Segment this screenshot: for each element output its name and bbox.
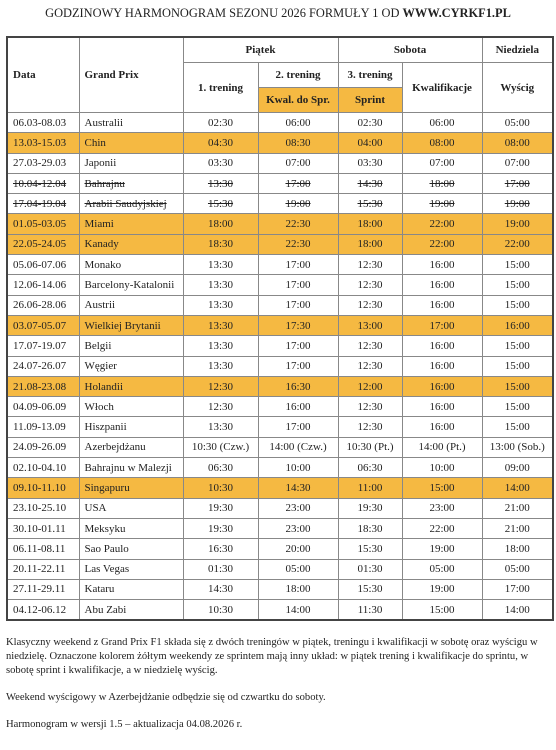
cell-grand-prix: Barcelony-Katalonii (79, 275, 183, 295)
cell-date: 01.05-03.05 (7, 214, 79, 234)
cell-date: 27.03-29.03 (7, 153, 79, 173)
cell-date: 22.05-24.05 (7, 234, 79, 254)
cell-qualifying: 22:00 (402, 214, 482, 234)
cell-fp1: 18:00 (183, 214, 258, 234)
cell-fp3: 06:30 (338, 458, 402, 478)
cell-fp2: 17:30 (258, 315, 338, 335)
table-row (7, 214, 553, 234)
table-row (7, 173, 553, 193)
title-prefix: GODZINOWY HARMONOGRAM SEZONU 2026 FORMUŁY 1 OD (45, 6, 400, 20)
cell-date: 27.11-29.11 (7, 579, 79, 599)
cell-fp3: 12:30 (338, 336, 402, 356)
cell-qualifying: 16:00 (402, 255, 482, 275)
table-row (7, 376, 553, 396)
cell-qualifying: 19:00 (402, 194, 482, 214)
cell-fp1: 19:30 (183, 498, 258, 518)
cell-fp3: 12:30 (338, 356, 402, 376)
title-site: WWW.CYRKF1.PL (402, 6, 511, 20)
cell-qualifying: 17:00 (402, 315, 482, 335)
cell-fp2: 17:00 (258, 356, 338, 376)
cell-qualifying: 19:00 (402, 539, 482, 559)
schedule-rows (7, 113, 553, 621)
table-row (7, 397, 553, 417)
table-row (7, 356, 553, 376)
cell-fp3: 11:00 (338, 478, 402, 498)
cell-fp2: 05:00 (258, 559, 338, 579)
cell-grand-prix: Meksyku (79, 518, 183, 538)
cell-date: 06.03-08.03 (7, 113, 79, 133)
cell-fp3: 11:30 (338, 600, 402, 621)
cell-race: 07:00 (482, 153, 553, 173)
cell-race: 08:00 (482, 133, 553, 153)
cell-grand-prix: Monako (79, 255, 183, 275)
cell-fp1: 13:30 (183, 336, 258, 356)
cell-qualifying: 18:00 (402, 173, 482, 193)
cell-fp2: 14:00 (Czw.) (258, 437, 338, 457)
cell-fp2: 17:00 (258, 275, 338, 295)
cell-fp1: 10:30 (183, 478, 258, 498)
cell-qualifying: 16:00 (402, 295, 482, 315)
page-title (0, 6, 556, 21)
cell-race: 05:00 (482, 559, 553, 579)
cell-fp3: 18:00 (338, 214, 402, 234)
cell-race: 15:00 (482, 255, 553, 275)
cell-qualifying: 10:00 (402, 458, 482, 478)
cell-qualifying: 23:00 (402, 498, 482, 518)
cell-grand-prix: Sao Paulo (79, 539, 183, 559)
cell-race: 15:00 (482, 336, 553, 356)
cell-fp1: 12:30 (183, 376, 258, 396)
cell-fp1: 10:30 (183, 600, 258, 621)
cell-grand-prix: Las Vegas (79, 559, 183, 579)
cell-fp1: 13:30 (183, 275, 258, 295)
cell-date: 02.10-04.10 (7, 458, 79, 478)
cell-fp3: 03:30 (338, 153, 402, 173)
cell-race: 19:00 (482, 214, 553, 234)
cell-fp1: 13:30 (183, 173, 258, 193)
cell-fp2: 17:00 (258, 336, 338, 356)
table-row (7, 255, 553, 275)
cell-qualifying: 16:00 (402, 397, 482, 417)
cell-date: 11.09-13.09 (7, 417, 79, 437)
table-row (7, 579, 553, 599)
cell-grand-prix: Węgier (79, 356, 183, 376)
cell-fp1: 04:30 (183, 133, 258, 153)
cell-grand-prix: Bahrajnu (79, 173, 183, 193)
header-race: Wyścig (482, 63, 553, 113)
cell-fp2: 07:00 (258, 153, 338, 173)
cell-fp1: 19:30 (183, 518, 258, 538)
cell-fp2: 14:00 (258, 600, 338, 621)
cell-grand-prix: Singapuru (79, 478, 183, 498)
cell-grand-prix: Holandii (79, 376, 183, 396)
table-row (7, 113, 553, 133)
cell-fp3: 12:30 (338, 255, 402, 275)
header-fp2-alt: Kwal. do Spr. (258, 88, 338, 113)
cell-date: 20.11-22.11 (7, 559, 79, 579)
cell-grand-prix: Abu Zabi (79, 600, 183, 621)
cell-date: 06.11-08.11 (7, 539, 79, 559)
header-fp3: 3. trening (338, 63, 402, 88)
cell-grand-prix: Bahrajnu w Malezji (79, 458, 183, 478)
cell-fp3: 01:30 (338, 559, 402, 579)
cell-fp1: 13:30 (183, 295, 258, 315)
cell-fp3: 18:00 (338, 234, 402, 254)
cell-fp2: 17:00 (258, 255, 338, 275)
cell-grand-prix: Japonii (79, 153, 183, 173)
header-fp2: 2. trening (258, 63, 338, 88)
cell-date: 17.04-19.04 (7, 194, 79, 214)
cell-fp2: 19:00 (258, 194, 338, 214)
cell-fp3: 02:30 (338, 113, 402, 133)
cell-grand-prix: USA (79, 498, 183, 518)
cell-qualifying: 07:00 (402, 153, 482, 173)
cell-race: 17:00 (482, 579, 553, 599)
schedule-table (6, 36, 554, 621)
cell-fp1: 15:30 (183, 194, 258, 214)
cell-race: 13:00 (Sob.) (482, 437, 553, 457)
cell-date: 03.07-05.07 (7, 315, 79, 335)
cell-qualifying: 08:00 (402, 133, 482, 153)
table-row (7, 234, 553, 254)
cell-fp2: 16:00 (258, 397, 338, 417)
header-fp1: 1. trening (183, 63, 258, 113)
cell-qualifying: 05:00 (402, 559, 482, 579)
cell-qualifying: 22:00 (402, 518, 482, 538)
table-row (7, 336, 553, 356)
cell-date: 24.09-26.09 (7, 437, 79, 457)
cell-fp2: 17:00 (258, 417, 338, 437)
cell-race: 22:00 (482, 234, 553, 254)
cell-fp2: 10:00 (258, 458, 338, 478)
cell-fp1: 02:30 (183, 113, 258, 133)
cell-fp1: 18:30 (183, 234, 258, 254)
cell-fp2: 17:00 (258, 295, 338, 315)
cell-fp2: 16:30 (258, 376, 338, 396)
cell-fp2: 23:00 (258, 498, 338, 518)
cell-fp3: 10:30 (Pt.) (338, 437, 402, 457)
cell-grand-prix: Miami (79, 214, 183, 234)
cell-date: 04.09-06.09 (7, 397, 79, 417)
cell-grand-prix: Wielkiej Brytanii (79, 315, 183, 335)
cell-fp1: 13:30 (183, 315, 258, 335)
cell-fp2: 14:30 (258, 478, 338, 498)
cell-date: 23.10-25.10 (7, 498, 79, 518)
cell-date: 05.06-07.06 (7, 255, 79, 275)
cell-qualifying: 15:00 (402, 478, 482, 498)
cell-qualifying: 16:00 (402, 417, 482, 437)
cell-fp3: 12:30 (338, 275, 402, 295)
cell-fp3: 12:00 (338, 376, 402, 396)
header-gp: Grand Prix (79, 37, 183, 113)
cell-qualifying: 14:00 (Pt.) (402, 437, 482, 457)
cell-fp1: 16:30 (183, 539, 258, 559)
cell-race: 15:00 (482, 295, 553, 315)
header-fp3-alt: Sprint (338, 88, 402, 113)
cell-fp1: 13:30 (183, 356, 258, 376)
cell-race: 15:00 (482, 275, 553, 295)
cell-fp3: 15:30 (338, 194, 402, 214)
notes (6, 636, 552, 745)
cell-fp1: 14:30 (183, 579, 258, 599)
header-date: Data (7, 37, 79, 113)
cell-qualifying: 15:00 (402, 600, 482, 621)
cell-date: 12.06-14.06 (7, 275, 79, 295)
cell-qualifying: 16:00 (402, 336, 482, 356)
note-weekend-format: Klasyczny weekend z Grand Prix F1 składa się z dwóch treningów w piątek, treningu i kwalifikacji w sobotę oraz wyścigu w niedzielę. Oznaczone kolorem żółtym weekendy ze sprintem mają inny układ: w piątek trening i kwalifikacje do sprintu, w sobotę sprint i kwalifikacje, a w niedzielę wyścig. (6, 637, 538, 676)
table-row (7, 153, 553, 173)
cell-fp1: 12:30 (183, 397, 258, 417)
cell-date: 24.07-26.07 (7, 356, 79, 376)
cell-race: 14:00 (482, 478, 553, 498)
cell-date: 10.04-12.04 (7, 173, 79, 193)
cell-grand-prix: Azerbejdżanu (79, 437, 183, 457)
cell-fp2: 06:00 (258, 113, 338, 133)
cell-fp3: 04:00 (338, 133, 402, 153)
table-row (7, 194, 553, 214)
cell-fp3: 12:30 (338, 417, 402, 437)
cell-fp3: 19:30 (338, 498, 402, 518)
cell-fp1: 03:30 (183, 153, 258, 173)
cell-fp3: 12:30 (338, 397, 402, 417)
cell-race: 14:00 (482, 600, 553, 621)
note-azerbaijan: Weekend wyścigowy w Azerbejdżanie odbędzie się od czwartku do soboty. (6, 692, 326, 703)
cell-race: 15:00 (482, 376, 553, 396)
cell-grand-prix: Kataru (79, 579, 183, 599)
header-quali: Kwalifikacje (402, 63, 482, 113)
cell-grand-prix: Hiszpanii (79, 417, 183, 437)
table-row (7, 295, 553, 315)
cell-fp1: 06:30 (183, 458, 258, 478)
cell-date: 21.08-23.08 (7, 376, 79, 396)
cell-grand-prix: Australii (79, 113, 183, 133)
cell-fp3: 15:30 (338, 539, 402, 559)
cell-race: 19:00 (482, 194, 553, 214)
cell-race: 16:00 (482, 315, 553, 335)
cell-date: 26.06-28.06 (7, 295, 79, 315)
table-row (7, 437, 553, 457)
cell-qualifying: 22:00 (402, 234, 482, 254)
cell-race: 18:00 (482, 539, 553, 559)
cell-fp2: 22:30 (258, 234, 338, 254)
cell-fp2: 20:00 (258, 539, 338, 559)
cell-fp2: 18:00 (258, 579, 338, 599)
cell-fp3: 15:30 (338, 579, 402, 599)
table-row (7, 498, 553, 518)
header-friday: Piątek (183, 37, 338, 63)
cell-race: 15:00 (482, 417, 553, 437)
cell-race: 09:00 (482, 458, 553, 478)
cell-qualifying: 19:00 (402, 579, 482, 599)
cell-qualifying: 16:00 (402, 356, 482, 376)
cell-grand-prix: Kanady (79, 234, 183, 254)
table-row (7, 458, 553, 478)
cell-fp2: 08:30 (258, 133, 338, 153)
cell-qualifying: 16:00 (402, 275, 482, 295)
cell-fp3: 12:30 (338, 295, 402, 315)
header-saturday: Sobota (338, 37, 482, 63)
cell-grand-prix: Chin (79, 133, 183, 153)
cell-race: 17:00 (482, 173, 553, 193)
cell-fp1: 10:30 (Czw.) (183, 437, 258, 457)
cell-race: 05:00 (482, 113, 553, 133)
cell-fp2: 23:00 (258, 518, 338, 538)
table-row (7, 275, 553, 295)
cell-fp3: 18:30 (338, 518, 402, 538)
table-row (7, 315, 553, 335)
note-version: Harmonogram w wersji 1.5 – aktualizacja 04.08.2026 r. (6, 719, 243, 730)
cell-fp1: 13:30 (183, 255, 258, 275)
cell-fp1: 13:30 (183, 417, 258, 437)
cell-grand-prix: Arabii Saudyjskiej (79, 194, 183, 214)
table-row (7, 478, 553, 498)
cell-date: 17.07-19.07 (7, 336, 79, 356)
cell-date: 30.10-01.11 (7, 518, 79, 538)
table-row (7, 133, 553, 153)
cell-fp1: 01:30 (183, 559, 258, 579)
table-row (7, 417, 553, 437)
cell-date: 13.03-15.03 (7, 133, 79, 153)
header-sunday: Niedziela (482, 37, 553, 63)
cell-grand-prix: Belgii (79, 336, 183, 356)
cell-fp3: 13:00 (338, 315, 402, 335)
table-row (7, 518, 553, 538)
cell-race: 15:00 (482, 397, 553, 417)
cell-fp3: 14:30 (338, 173, 402, 193)
table-row (7, 600, 553, 621)
cell-grand-prix: Włoch (79, 397, 183, 417)
cell-date: 04.12-06.12 (7, 600, 79, 621)
cell-qualifying: 16:00 (402, 376, 482, 396)
cell-fp2: 22:30 (258, 214, 338, 234)
cell-fp2: 17:00 (258, 173, 338, 193)
table-row (7, 539, 553, 559)
cell-grand-prix: Austrii (79, 295, 183, 315)
cell-race: 15:00 (482, 356, 553, 376)
cell-date: 09.10-11.10 (7, 478, 79, 498)
cell-race: 21:00 (482, 518, 553, 538)
cell-qualifying: 06:00 (402, 113, 482, 133)
cell-race: 21:00 (482, 498, 553, 518)
table-row (7, 559, 553, 579)
